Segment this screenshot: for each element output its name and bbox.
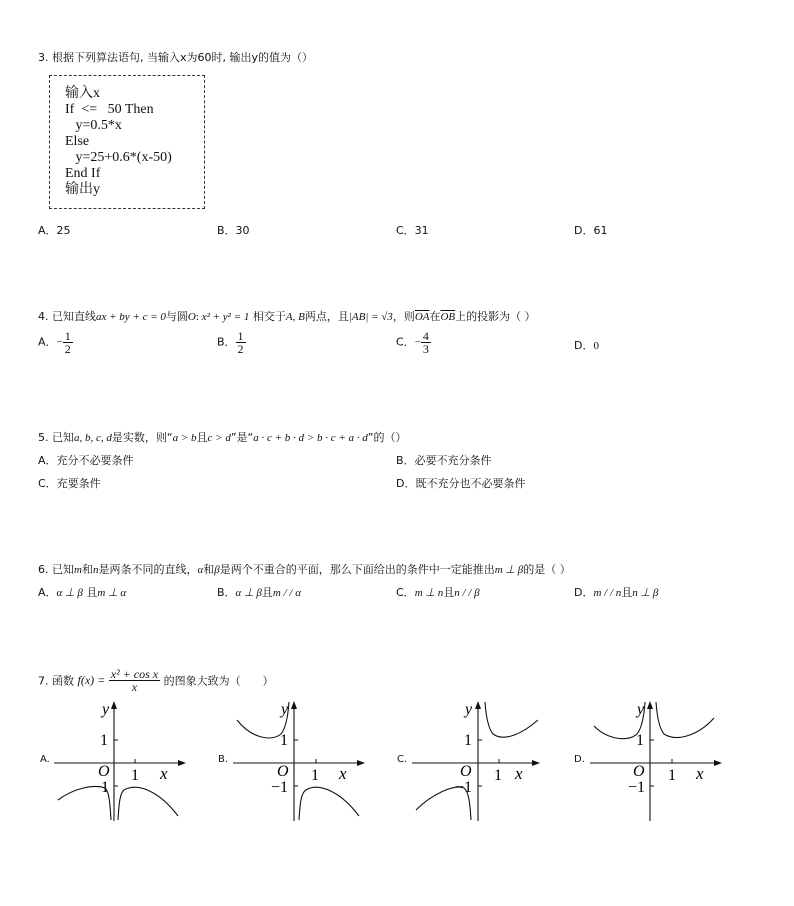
q6-target: m ⊥ β — [494, 564, 524, 576]
q3-option-a[interactable]: A．25 — [38, 224, 71, 237]
q4-line-equation: ax + by + c = 0 — [96, 311, 166, 323]
curve-right — [656, 702, 714, 737]
q4-option-fraction: $\frac{1}{2}$ — [237, 329, 244, 356]
q7-option-letter: A. — [40, 754, 50, 765]
q6-option-d[interactable]: D．m / / n且n ⊥ β — [574, 586, 659, 599]
q3-option-b[interactable]: B．30 — [217, 224, 250, 237]
graph-b — [233, 698, 367, 823]
neg-one-label: −1 — [92, 779, 110, 796]
y-label: y — [637, 701, 645, 718]
neg-one-label: −1 — [271, 779, 289, 796]
curve-right — [485, 702, 538, 737]
q4-circle-equation: x² + y² = 1 — [201, 311, 250, 323]
q7-option-letter: D. — [574, 754, 585, 765]
q5-text: 是实数，则“ — [111, 431, 173, 444]
q5-text: 且 — [196, 431, 208, 444]
x-axis-arrow — [357, 760, 365, 766]
q6-text: 是两条不同的直线， — [98, 563, 198, 576]
q4-text: 与圆 — [165, 310, 188, 323]
y-label: y — [281, 701, 289, 718]
q4-points: A, B — [285, 311, 305, 323]
q7-function-name: f(x) = — [77, 673, 106, 687]
q7-option-c[interactable] — [396, 698, 546, 823]
x-label: x — [160, 764, 168, 783]
y-label: y — [465, 701, 473, 718]
q4-text: 相交于 — [252, 310, 286, 323]
q3-code-line: 输入x — [65, 86, 100, 101]
neg-one-label: −1 — [455, 779, 473, 796]
q6-line-n: n — [92, 564, 99, 576]
q3-option-c[interactable]: C．31 — [396, 224, 429, 237]
graph-c — [412, 698, 546, 823]
q7-option-letter: C. — [397, 754, 408, 765]
q4-option-value: 0 — [593, 340, 599, 352]
q4-option-c[interactable] — [396, 330, 431, 355]
q4-option-fraction: $\frac{4}{3}$ — [422, 329, 429, 356]
q3-code-line: If <= 50 Then — [65, 102, 154, 117]
q7-option-d[interactable] — [574, 698, 724, 823]
one-y-label: 1 — [100, 732, 108, 749]
q6-text: 和 — [81, 563, 93, 576]
q5-option-c[interactable]: C．充要条件 — [38, 477, 101, 490]
origin-label: O — [460, 763, 472, 780]
q4-option-letter: B． — [217, 335, 236, 349]
q5-variables: a, b, c, d — [74, 432, 112, 444]
q7-option-a[interactable] — [38, 698, 188, 823]
q5-condition-2: c > d — [207, 432, 231, 444]
origin-label: O — [98, 763, 110, 780]
q6-stem — [38, 561, 571, 577]
q5-stem — [38, 429, 407, 445]
graph-d — [590, 698, 724, 823]
q4-option-sign: − — [56, 336, 63, 349]
curve-right — [118, 787, 178, 820]
q4-option-letter: C． — [396, 335, 415, 349]
one-y-label: 1 — [636, 732, 644, 749]
q6-line-m: m — [74, 564, 82, 576]
q5-text: ”是“ — [230, 431, 254, 444]
q7-stem — [38, 668, 274, 693]
q6-text: 和 — [203, 563, 215, 576]
q7-function-fraction: $\frac{\text{x² + cos x}}{x}$ — [110, 667, 159, 694]
q4-vector-oa: $\overline{OA}$ — [414, 311, 430, 323]
q3-option-d[interactable]: D．61 — [574, 224, 608, 237]
q4-chord-length: |AB| = √3 — [348, 311, 393, 323]
y-label: y — [102, 701, 110, 718]
origin-label: O — [277, 763, 289, 780]
one-y-label: 1 — [280, 732, 288, 749]
q6-text: 是两个不重合的平面，那么下面给出的条件中一定能推出 — [219, 563, 495, 576]
q4-text: ，则 — [392, 310, 415, 323]
q3-code-line: End If — [65, 166, 101, 181]
q5-condition-3: a · c + b · d > b · c + a · d — [253, 432, 368, 444]
x-axis-arrow — [178, 760, 186, 766]
neg-one-label: −1 — [628, 779, 646, 796]
q4-option-letter: A． — [38, 335, 57, 349]
x-label: x — [515, 764, 523, 783]
q3-code-line: 输出y — [65, 182, 100, 197]
q4-option-a[interactable] — [38, 330, 73, 355]
one-y-label: 1 — [464, 732, 472, 749]
q6-option-a[interactable]: A．α ⊥ β 且m ⊥ α — [38, 586, 127, 599]
x-axis-arrow — [532, 760, 540, 766]
q4-text: 上的投影为（ ） — [455, 310, 536, 323]
x-axis-arrow — [714, 760, 722, 766]
q7-prefix: 7. 函数 — [38, 674, 74, 688]
q7-option-letter: B. — [218, 754, 229, 765]
q4-prefix: 4. 已知直线 — [38, 310, 96, 323]
curve-right — [299, 787, 359, 820]
q4-stem: 4. 已知直线ax + by + c = 0与圆O: x² + y² = 1 相交于A, B两点，且|AB| = √3，则$\overline{OA}$在$\overline{OB}$上的投影为（ ） — [38, 310, 536, 323]
q6-option-b[interactable]: B．α ⊥ β且m / / α — [217, 586, 301, 599]
q4-text: 在 — [429, 310, 441, 323]
q4-option-b[interactable] — [217, 330, 246, 355]
one-x-label: 1 — [668, 767, 676, 784]
q7-option-b[interactable] — [217, 698, 367, 823]
q6-text: 的是（ ） — [523, 563, 571, 576]
q6-prefix: 6. 已知 — [38, 563, 74, 576]
q5-option-b[interactable]: B．必要不充分条件 — [396, 454, 492, 467]
q4-option-letter: D． — [574, 339, 594, 352]
x-label: x — [696, 764, 704, 783]
q4-circle-name: O — [187, 311, 196, 323]
q6-option-c[interactable]: C．m ⊥ n且n / / β — [396, 586, 480, 599]
q7-suffix: 的图象大致为（ ） — [163, 674, 274, 688]
y-axis-arrow — [647, 701, 653, 709]
q4-option-fraction: $\frac{1}{2}$ — [64, 329, 71, 356]
q3-code-line: y=25+0.6*(x-50) — [65, 150, 172, 165]
q4-option-sign: − — [414, 336, 421, 349]
one-x-label: 1 — [494, 767, 502, 784]
y-axis-arrow — [475, 701, 481, 709]
x-label: x — [339, 764, 347, 783]
q6-plane-alpha: α — [197, 564, 204, 576]
q5-option-d[interactable]: D．既不充分也不必要条件 — [396, 477, 526, 490]
q3-code-line: Else — [65, 134, 90, 149]
q5-condition-1: a > b — [172, 432, 197, 444]
graph-a — [54, 698, 188, 823]
y-axis-arrow — [291, 701, 297, 709]
q3-code-line: y=0.5*x — [65, 118, 122, 133]
y-axis-arrow — [111, 701, 117, 709]
q4-option-d[interactable] — [574, 337, 599, 353]
q4-vector-ob: $\overline{OB}$ — [440, 311, 456, 323]
origin-label: O — [633, 763, 645, 780]
one-x-label: 1 — [311, 767, 319, 784]
q5-option-a[interactable]: A．充分不必要条件 — [38, 454, 134, 467]
q4-text: 两点，且 — [304, 310, 349, 323]
one-x-label: 1 — [131, 767, 139, 784]
q5-text: ”的（） — [367, 431, 407, 444]
q5-prefix: 5. 已知 — [38, 431, 74, 444]
q6-plane-beta: β — [214, 564, 220, 576]
q3-stem: 3. 根据下列算法语句, 当输入x为60时, 输出y的值为（） — [38, 51, 313, 64]
q3-code-box — [49, 75, 205, 209]
